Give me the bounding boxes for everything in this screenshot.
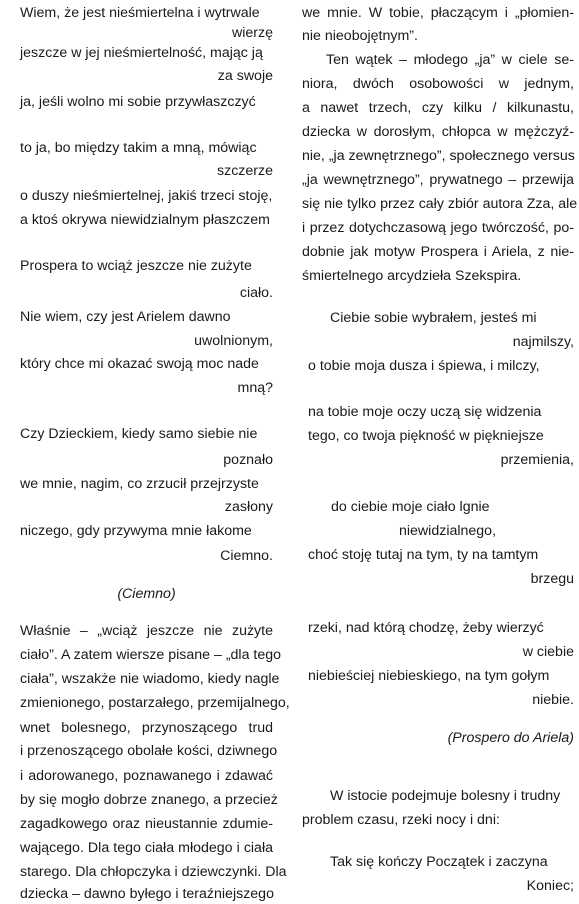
prose-line: nie nieobojętnym”. xyxy=(302,28,418,44)
poem-line: o tobie moja dusza i śpiewa, i milczy, xyxy=(308,358,540,374)
prose-line: a nawet trzech, czy kilku / kilkunastu, xyxy=(302,100,574,116)
prose-line: we mnie. W tobie, płaczącym i „płomien- xyxy=(302,5,574,21)
poem-line: uwolnionym, xyxy=(194,333,273,349)
poem-line: rzeki, nad którą chodzę, żeby wierzyć xyxy=(308,620,544,636)
poem-line: jeszcze w jej nieśmiertelność, mając ją xyxy=(20,45,263,61)
poem-line: Ciebie sobie wybrałem, jesteś mi xyxy=(330,310,537,326)
poem-line: Wiem, że jest nieśmiertelna i wytrwale xyxy=(20,5,260,21)
poem-line: Prospera to wciąż jeszcze nie zużyte xyxy=(20,258,252,274)
poem-line: do ciebie moje ciało lgnie xyxy=(331,499,490,515)
prose-line: Właśnie – „wciąż jeszcze nie zużyte xyxy=(20,623,273,639)
prose-line: dziecka w dorosłym, chłopca w mężczyź- xyxy=(302,124,574,140)
prose-line: się nie tylko przez cały zbiór autora Zza, ale xyxy=(302,196,578,212)
prose-line: zagadkowego oraz nieustannie zdumie- xyxy=(20,816,273,832)
prose-line: W istocie podejmuje bolesny i trudny xyxy=(330,788,561,804)
poem-line: niebie. xyxy=(532,692,574,708)
prose-line: niora, dwóch osobowości w jednym, xyxy=(302,76,574,92)
poem-line: poznało xyxy=(223,452,273,468)
poem-line: ciało. xyxy=(239,285,273,301)
poem-line: Nie wiem, czy jest Arielem dawno xyxy=(20,309,231,325)
prose-line: Ten wątek – młodego „ja” w ciele se- xyxy=(326,52,574,68)
poem-line: Tak się kończy Początek i zaczyna xyxy=(330,854,548,870)
poem-line: ja, jeśli wolno mi sobie przywłaszczyć xyxy=(20,94,256,110)
prose-line: ciała”, wszakże nie wiadomo, kiedy nagle xyxy=(20,671,280,687)
prose-line: dziecka – dawno byłego i teraźniejszego xyxy=(20,886,274,902)
poem-line: we mnie, nagim, co zrzucił przejrzyste xyxy=(20,476,259,492)
poem-line: brzegu xyxy=(530,571,574,587)
poem-line: to ja, bo między takim a mną, mówiąc xyxy=(20,140,257,156)
poem-line: mną? xyxy=(237,380,273,396)
prose-line: i przez dotychczasową jego twórczość, po- xyxy=(302,220,574,236)
poem-line: Ciemno. xyxy=(220,548,273,564)
poem-line: przemienia, xyxy=(500,452,574,468)
prose-line: „ja wewnętrznego”, prywatnego – przewija xyxy=(302,172,574,188)
poem-caption: (Ciemno) xyxy=(117,586,176,602)
poem-line: niewidzialnego, xyxy=(399,523,497,539)
poem-line: na tobie moje oczy uczą się widzenia xyxy=(308,404,542,420)
poem-line: choć stoję tutaj na tym, ty na tamtym xyxy=(308,547,539,563)
poem-line: szczerze xyxy=(217,163,273,179)
poem-line: w ciebie xyxy=(522,644,574,660)
poem-caption: (Prospero do Ariela) xyxy=(447,730,574,746)
poem-line: Czy Dzieckiem, kiedy samo siebie nie xyxy=(20,426,258,442)
poem-line: zasłony xyxy=(224,499,273,515)
poem-line: o duszy nieśmiertelnej, jakiś trzeci stoję, xyxy=(20,188,273,204)
prose-line: śmiertelnego arcydzieła Szekspira. xyxy=(302,268,522,284)
poem-line: tego, co twoja piękność w piękniejsze xyxy=(308,428,544,444)
prose-line: zmienionego, postarzałego, przemijalnego, xyxy=(20,695,290,711)
poem-line: niebieściej niebieskiego, na tym gołym xyxy=(308,668,550,684)
prose-line: wnet bolesnego, przynoszącego trud xyxy=(20,720,273,736)
prose-line: problem czasu, rzeki nocy i dni: xyxy=(302,812,500,828)
prose-line: dobnie jak motyw Prospera i Ariela, z nie- xyxy=(302,244,574,260)
prose-line: by się mogło dobrze znanego, a przecież xyxy=(20,792,278,808)
poem-line: a ktoś okrywa niewidzialnym płaszczem xyxy=(20,212,270,228)
poem-line: najmilszy, xyxy=(512,334,574,350)
poem-line: Koniec; xyxy=(526,878,574,894)
prose-line: starego. Dla chłopczyka i dziewczynki. Dla xyxy=(20,864,287,880)
poem-line: wierzę xyxy=(232,25,273,41)
poem-line: który chce mi okazać swoją moc nade xyxy=(20,356,259,372)
poem-line: za swoje xyxy=(217,68,273,84)
prose-line: i przenoszącego obolałe kości, dziwnego xyxy=(20,743,278,759)
prose-line: wającego. Dla tego ciała młodego i ciała xyxy=(20,840,273,856)
prose-line: nie, „ja zewnętrznego”, społecznego versus xyxy=(302,148,575,164)
prose-line: ciało”. A zatem wiersze pisane – „dla tego xyxy=(20,647,282,663)
poem-line: niczego, gdy przywyma mnie łakome xyxy=(20,523,252,539)
prose-line: i adorowanego, poznawanego i zdawać xyxy=(20,768,273,784)
